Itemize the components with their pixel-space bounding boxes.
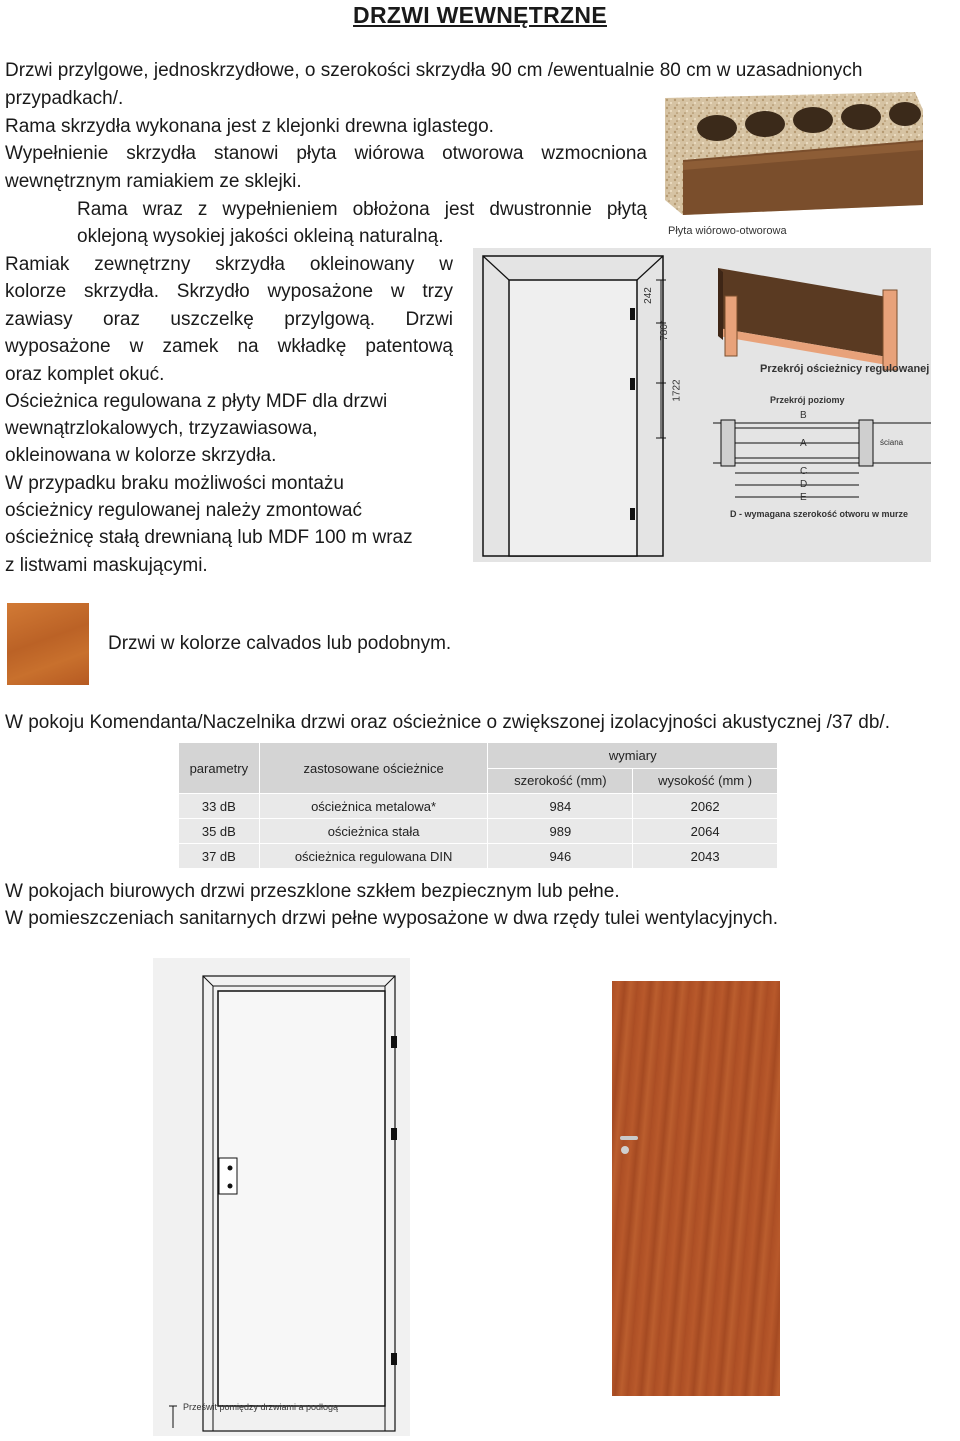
header-frame: zastosowane ościeżnice xyxy=(259,743,488,794)
intro-line: Rama wraz z wypełnieniem obłożona jest dwustronnie płytą xyxy=(77,199,647,220)
photo-caption: Płyta wiórowo-otworowa xyxy=(668,225,787,237)
calvados-swatch xyxy=(7,603,89,685)
intro-line: W przypadku braku możliwości montażu xyxy=(5,473,344,494)
door-handle-icon xyxy=(620,1136,638,1140)
header-params: parametry xyxy=(179,743,260,794)
dim-top: 242 xyxy=(642,287,654,304)
cell-frame: ościeżnica stała xyxy=(259,819,488,844)
cell-width: 989 xyxy=(488,819,633,844)
intro-line: Ościeżnica regulowana z płyty MDF dla drzwi xyxy=(5,391,388,412)
keyhole-icon xyxy=(621,1146,629,1154)
intro-line: wewnątrzlokalowych, trzyzawiasowa, xyxy=(5,418,318,439)
cell-frame: ościeżnica regulowana DIN xyxy=(259,844,488,869)
sanitary-note: W pomieszczeniach sanitarnych drzwi pełne wyposażone w dwa rzędy tulei wentylacyjnych. xyxy=(5,908,779,929)
plan-title: Przekrój poziomy xyxy=(770,395,845,405)
intro-line: z listwami maskującymi. xyxy=(5,555,208,576)
particle-board-photo xyxy=(665,90,925,240)
label-a: A xyxy=(800,438,807,449)
intro-line: Wypełnienie skrzydła stanowi płyta wiórowa otworowa wzmocniona xyxy=(5,143,647,164)
intro-line: kolorze skrzydła. Skrzydło wyposażone w trzy xyxy=(5,281,453,302)
intro-line: ościeżnicę stałą drewnianą lub MDF 100 m wraz xyxy=(5,527,413,548)
cell-width: 946 xyxy=(488,844,633,869)
intro-line: ościeżnicy regulowanej należy zmontować xyxy=(5,500,362,521)
dim-mid: 780* xyxy=(658,320,670,341)
cell-height: 2062 xyxy=(633,794,778,819)
cell-width: 984 xyxy=(488,794,633,819)
wall-label: ściana xyxy=(880,438,904,447)
door-caption: Prześwit pomiędzy drzwiami a podłogą xyxy=(183,1402,339,1412)
section-title: Przekrój ościeżnicy regulowanej xyxy=(760,363,930,375)
intro-line: okleinowana w kolorze skrzydła. xyxy=(5,445,277,466)
label-e: E xyxy=(800,492,807,503)
intro-line: Ramiak zewnętrzny skrzydła okleinowany w xyxy=(5,254,453,275)
cell-frame: ościeżnica metalowa* xyxy=(259,794,488,819)
cell-param: 37 dB xyxy=(179,844,260,869)
header-width: szerokość (mm) xyxy=(488,768,633,794)
header-height: wysokość (mm ) xyxy=(633,768,778,794)
page-title: DRZWI WEWNĘTRZNE xyxy=(353,2,607,28)
label-b: B xyxy=(800,410,807,421)
intro-line: wyposażone w zamek na wkładkę patentową xyxy=(5,336,453,357)
dim-full: 1722 xyxy=(671,379,683,402)
cell-height: 2064 xyxy=(633,819,778,844)
cell-height: 2043 xyxy=(633,844,778,869)
intro-line: Drzwi przylgowe, jednoskrzydłowe, o szerokości skrzydła 90 cm /ewentualnie 80 cm w uzasadnionych xyxy=(5,60,863,81)
intro-line: przypadkach/. xyxy=(5,88,124,109)
intro-line: oklejoną wysokiej jakości okleiną naturalną. xyxy=(77,226,444,247)
diagram-note: D - wymagana szerokość otworu w murze xyxy=(730,509,909,519)
label-d: D xyxy=(800,479,808,490)
cell-param: 35 dB xyxy=(179,819,260,844)
header-dims: wymiary xyxy=(488,743,778,769)
cell-param: 33 dB xyxy=(179,794,260,819)
color-note: Drzwi w kolorze calvados lub podobnym. xyxy=(108,633,452,654)
intro-line: Rama skrzydła wykonana jest z klejonki drewna iglastego. xyxy=(5,116,494,137)
wood-door-photo xyxy=(612,981,780,1396)
intro-line: oraz komplet okuć. xyxy=(5,364,165,385)
intro-line: wewnętrznym ramiakiem ze sklejki. xyxy=(5,171,302,192)
label-c: C xyxy=(800,466,808,477)
office-note: W pokojach biurowych drzwi przeszklone szkłem bezpiecznym lub pełne. xyxy=(5,881,620,902)
door-drawing xyxy=(153,958,410,1436)
spec-table xyxy=(178,742,778,869)
intro-line: zawiasy oraz uszczelkę przylgową. Drzwi xyxy=(5,309,453,330)
acoustic-note: W pokoju Komendanta/Naczelnika drzwi oraz ościeżnice o zwiększonej izolacyjności akustycznej /37 db/. xyxy=(5,712,890,733)
